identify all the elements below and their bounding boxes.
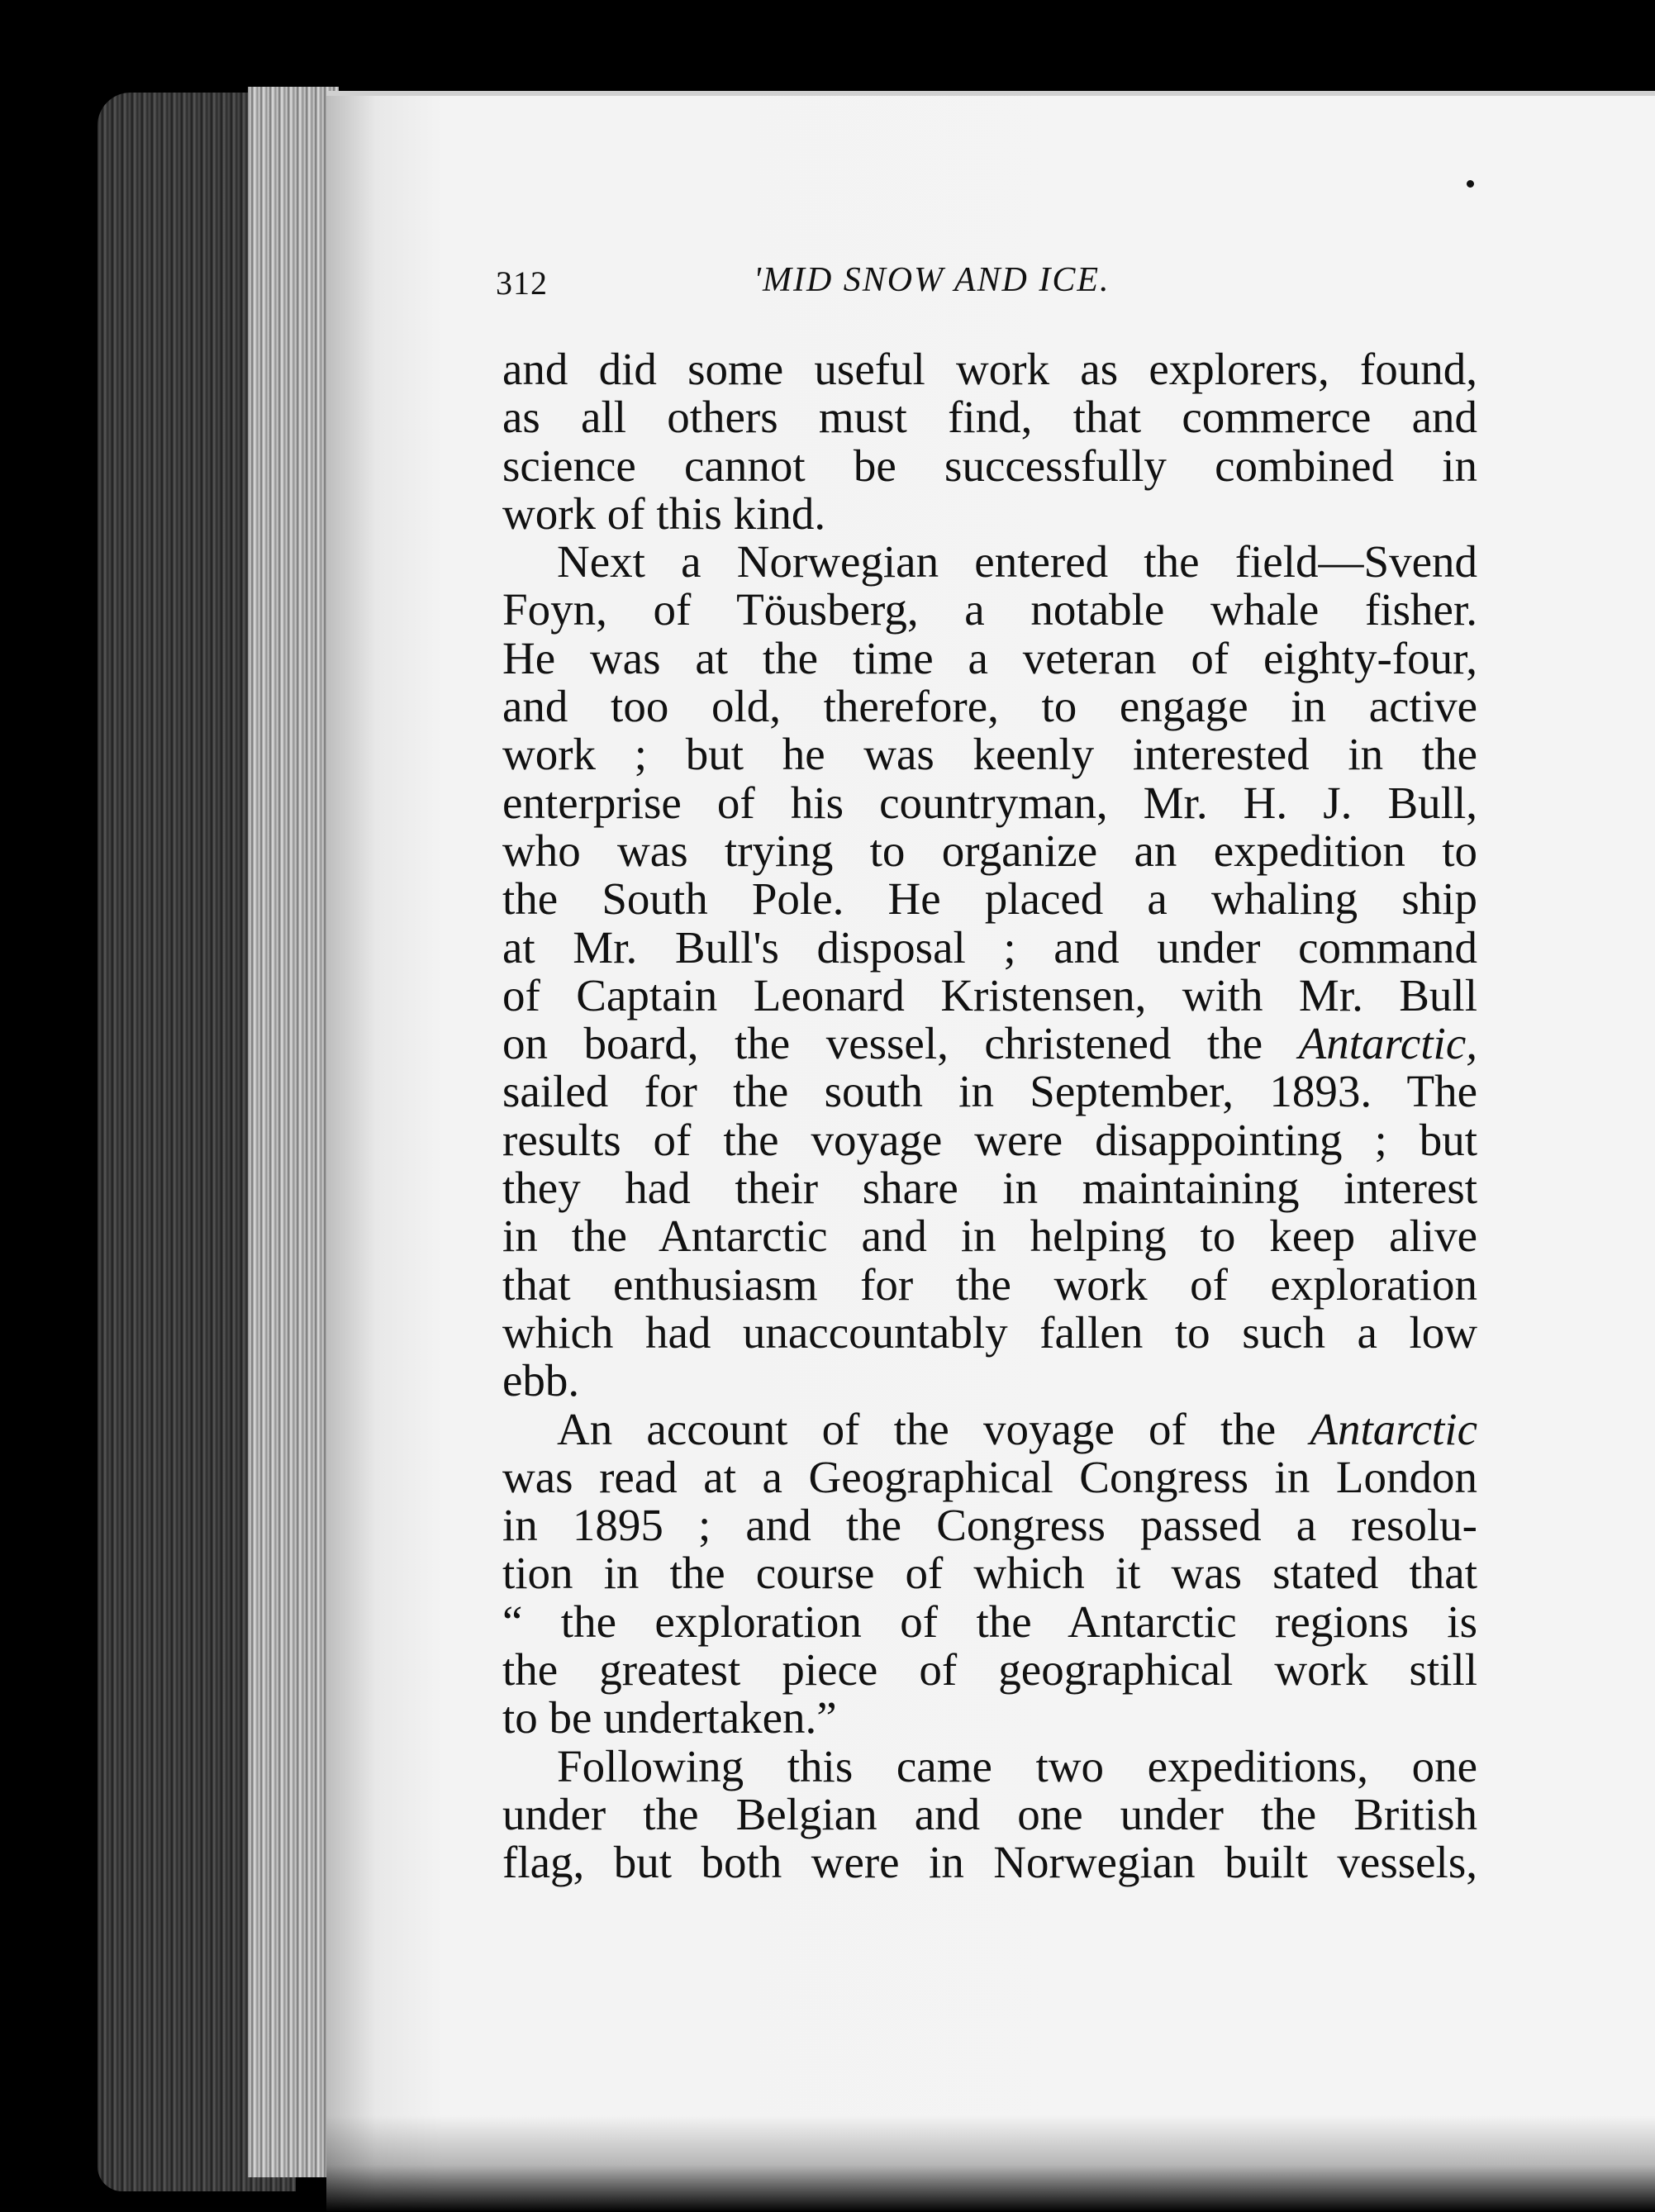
page-number: 312 (496, 264, 548, 302)
text-line: the greatest piece of geographical work still (502, 1644, 1477, 1696)
page-stack-edge (248, 87, 339, 2177)
text-line: ebb. (502, 1355, 580, 1406)
text-line: science cannot be successfully combined in (502, 440, 1477, 491)
text-line: Foyn, of Töusberg, a notable whale fisher. (502, 584, 1477, 635)
text-line: they had their share in maintaining interest (502, 1163, 1477, 1214)
text-line: work ; but he was keenly interested in the (502, 729, 1477, 780)
text-line: in the Antarctic and in helping to keep alive (502, 1211, 1477, 1262)
ship-name-italic: Antarctic, (1298, 1018, 1477, 1069)
text-line: that enthusiasm for the work of exploration (502, 1258, 1477, 1310)
page-bottom-shadow (326, 2115, 1655, 2212)
text-line: enterprise of his countryman, Mr. H. J. Bull, (502, 777, 1477, 828)
text-line: and too old, therefore, to engage in active (502, 681, 1477, 732)
text-line: the South Pole. He placed a whaling ship (502, 873, 1477, 925)
running-head (496, 260, 1570, 310)
text-line-with-ship-name (502, 1403, 1477, 1454)
text-fragment: on board, the vessel, christened the (502, 1018, 1299, 1069)
body-text (502, 345, 1477, 1887)
text-line: of Captain Leonard Kristensen, with Mr. Bull (502, 969, 1477, 1020)
text-line: Next a Norwegian entered the field—Svend (557, 536, 1477, 587)
text-line: as all others must find, that commerce and (502, 392, 1477, 443)
text-line: who was trying to organize an expedition to (502, 825, 1477, 876)
text-line-with-ship-name (502, 1020, 1477, 1068)
text-line: tion in the course of which it was stated that (502, 1548, 1477, 1599)
text-line: and did some useful work as explorers, found, (502, 344, 1477, 394)
text-line: results of the voyage were disappointing ; but (502, 1114, 1477, 1165)
text-line: “ the exploration of the Antarctic regions is (502, 1596, 1477, 1647)
running-title: 'MID SNOW AND ICE. (754, 261, 1110, 299)
text-line: work of this kind. (502, 488, 826, 539)
text-line: flag, but both were in Norwegian built vessels, (502, 1837, 1477, 1888)
text-line: was read at a Geographical Congress in London (502, 1451, 1477, 1502)
text-line: He was at the time a veteran of eighty-four, (502, 632, 1477, 683)
ink-speck (1467, 180, 1474, 188)
text-line: in 1895 ; and the Congress passed a resolu- (502, 1500, 1477, 1551)
text-line: under the Belgian and one under the British (502, 1788, 1477, 1839)
text-line: Following this came two expeditions, one (557, 1740, 1477, 1791)
text-line: sailed for the south in September, 1893. The (502, 1066, 1477, 1117)
text-line: to be undertaken.” (502, 1692, 837, 1743)
text-line: which had unaccountably fallen to such a low (502, 1306, 1477, 1358)
text-fragment: An account of the voyage of the (557, 1403, 1310, 1454)
text-line: at Mr. Bull's disposal ; and under command (502, 921, 1477, 973)
ship-name-italic: Antarctic (1310, 1403, 1477, 1454)
